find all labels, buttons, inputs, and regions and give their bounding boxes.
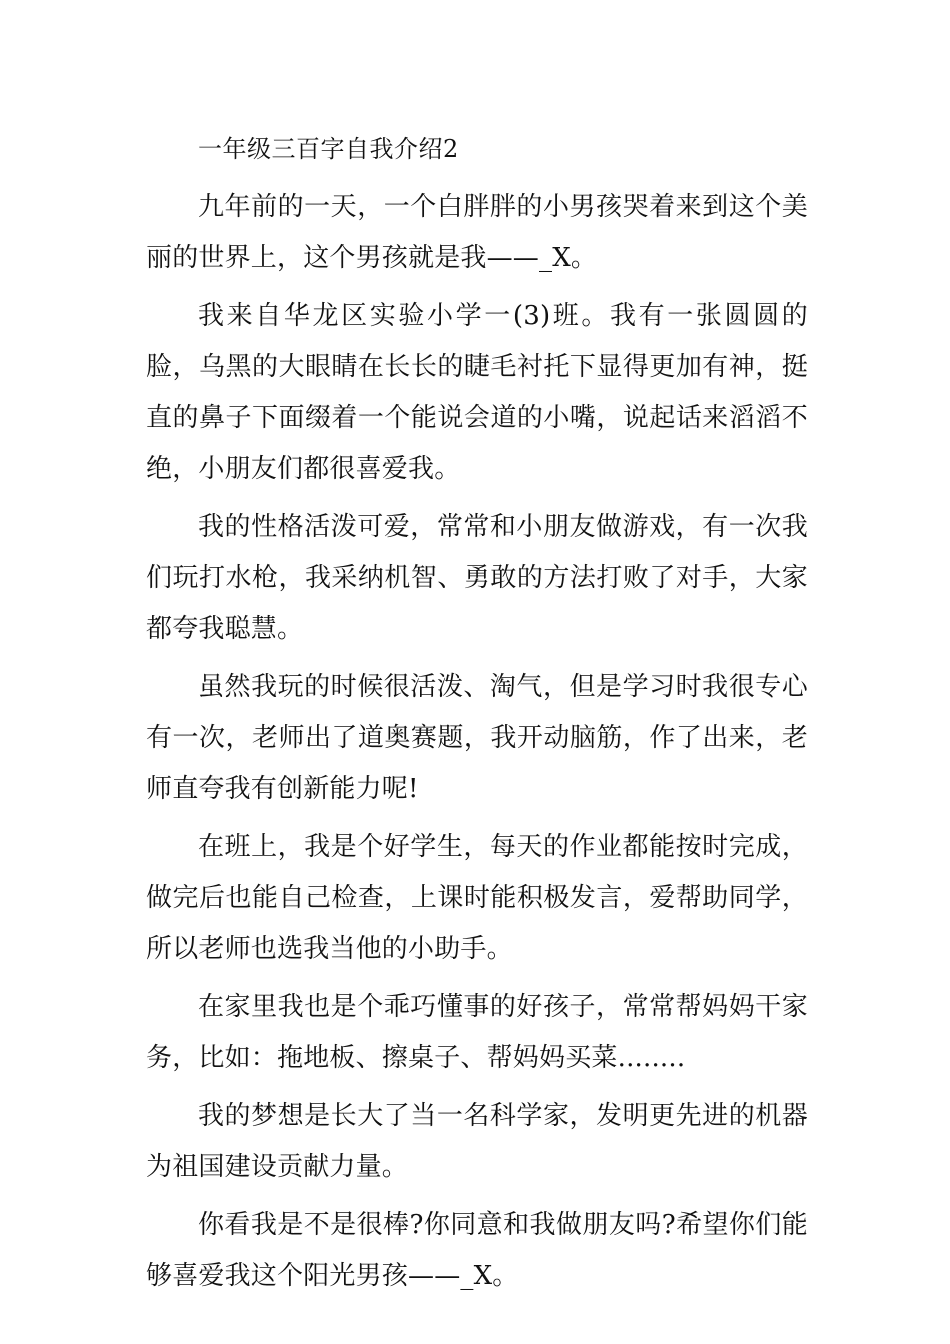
paragraph-6: 在家里我也是个乖巧懂事的好孩子，常常帮妈妈干家务，比如：拖地板、擦桌子、帮妈妈买菜........	[146, 992, 808, 1073]
paragraph-2: 我来自华龙区实验小学一(3)班。我有一张圆圆的脸，乌黑的大眼睛在长长的睫毛衬托下显得更加有神，挺直的鼻子下面缀着一个能说会道的小嘴，说起话来滔滔不绝，小朋友们都很喜爱我。	[146, 301, 808, 484]
paragraph-7: 我的梦想是长大了当一名科学家，发明更先进的机器为祖国建设贡献力量。	[146, 1101, 808, 1182]
paragraph-4: 虽然我玩的时候很活泼、淘气，但是学习时我很专心有一次，老师出了道奥赛题，我开动脑筋，作了出来，老师直夸我有创新能力呢!	[146, 672, 808, 804]
paragraph-1: 九年前的一天，一个白胖胖的小男孩哭着来到这个美丽的世界上，这个男孩就是我——_X。	[146, 192, 808, 273]
document-title: 一年级三百字自我介绍2	[198, 135, 459, 163]
paragraph-8: 你看我是不是很棒?你同意和我做朋友吗?希望你们能够喜爱我这个阳光男孩——_X。	[146, 1210, 808, 1291]
paragraph-5: 在班上，我是个好学生，每天的作业都能按时完成，做完后也能自己检查，上课时能积极发言，爱帮助同学，所以老师也选我当他的小助手。	[146, 832, 808, 964]
paragraph-3: 我的性格活泼可爱，常常和小朋友做游戏，有一次我们玩打水枪，我采纳机智、勇敢的方法打败了对手，大家都夸我聪慧。	[146, 512, 808, 644]
document-body	[146, 126, 808, 1309]
